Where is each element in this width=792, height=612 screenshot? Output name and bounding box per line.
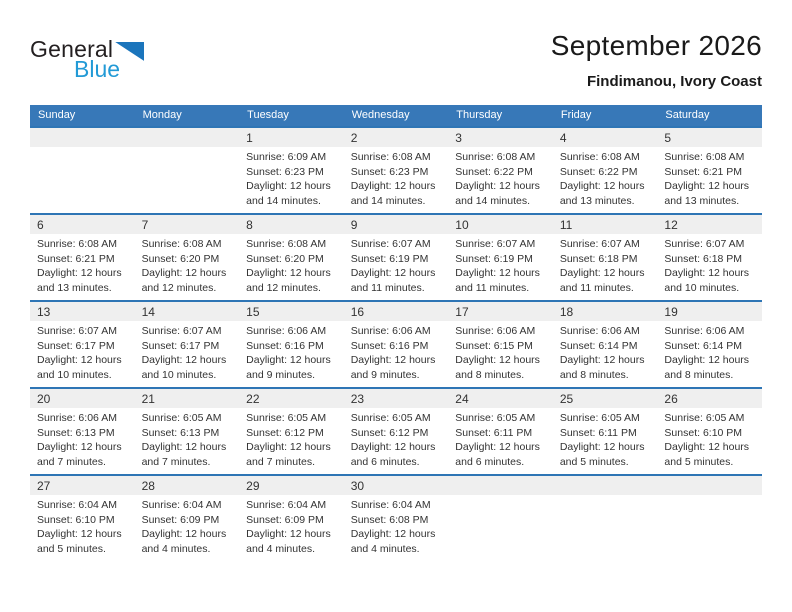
daylight-text-2: and 10 minutes. xyxy=(664,281,740,294)
weekday-header xyxy=(30,105,762,126)
day-number: 7 xyxy=(141,217,149,232)
day-details xyxy=(448,408,553,469)
day-number-band xyxy=(30,389,135,408)
daylight-text-1: Daylight: 12 hours xyxy=(350,267,436,279)
day-number-band xyxy=(344,128,449,147)
sunrise-text: Sunrise: 6:08 AM xyxy=(559,151,640,163)
day-details xyxy=(239,234,344,295)
daylight-text-1: Daylight: 12 hours xyxy=(455,180,540,192)
day-details xyxy=(239,321,344,382)
weekday-friday: Friday xyxy=(560,109,592,121)
day-details xyxy=(30,408,135,469)
day-number: 13 xyxy=(37,304,51,319)
day-number-band xyxy=(553,302,658,321)
daylight-text-2: and 14 minutes. xyxy=(246,194,321,207)
sunset-text: Sunset: 6:20 PM xyxy=(141,252,220,265)
day-number-band xyxy=(239,128,344,147)
day-details xyxy=(344,147,449,208)
sunset-text: Sunset: 6:14 PM xyxy=(664,339,743,352)
daylight-text-2: and 4 minutes. xyxy=(350,542,420,555)
day-cell xyxy=(657,302,762,387)
daylight-text-2: and 11 minutes. xyxy=(559,281,634,294)
logo-text-blue: Blue xyxy=(74,56,121,82)
sunrise-text: Sunrise: 6:05 AM xyxy=(246,412,327,424)
daylight-text-2: and 14 minutes. xyxy=(455,194,530,207)
day-cell xyxy=(239,128,344,213)
day-details xyxy=(553,408,658,469)
sunset-text: Sunset: 6:12 PM xyxy=(350,426,429,439)
week-row xyxy=(30,126,762,213)
day-number: 8 xyxy=(246,217,253,232)
day-number: 3 xyxy=(455,130,462,145)
sunset-text: Sunset: 6:19 PM xyxy=(455,252,533,265)
day-cell xyxy=(553,302,658,387)
day-cell xyxy=(448,128,553,213)
day-number-band xyxy=(30,302,135,321)
daylight-text-2: and 6 minutes. xyxy=(350,455,420,468)
day-number-band xyxy=(239,389,344,408)
day-cell xyxy=(657,215,762,300)
day-number-band xyxy=(448,389,553,408)
day-details xyxy=(344,408,449,469)
day-number: 24 xyxy=(455,391,469,406)
day-details xyxy=(344,495,449,556)
daylight-text-2: and 12 minutes. xyxy=(141,281,217,294)
day-number: 21 xyxy=(141,391,155,406)
daylight-text-1: Daylight: 12 hours xyxy=(246,354,331,366)
general-blue-logo xyxy=(30,36,144,83)
day-details xyxy=(239,495,344,556)
day-number-band xyxy=(135,302,240,321)
day-number: 30 xyxy=(350,478,365,493)
day-number-band xyxy=(448,476,553,495)
sunrise-text: Sunrise: 6:05 AM xyxy=(559,412,640,424)
sunset-text: Sunset: 6:13 PM xyxy=(37,426,115,439)
sunrise-text: Sunrise: 6:07 AM xyxy=(455,238,536,250)
daylight-text-2: and 13 minutes. xyxy=(37,281,112,294)
logo-text-general: General xyxy=(30,36,114,62)
sunrise-text: Sunrise: 6:08 AM xyxy=(141,238,222,250)
daylight-text-2: and 6 minutes. xyxy=(455,455,525,468)
sunset-text: Sunset: 6:20 PM xyxy=(246,252,324,265)
day-details xyxy=(553,147,658,208)
calendar-weeks xyxy=(30,126,762,561)
day-number: 2 xyxy=(350,130,358,145)
daylight-text-1: Daylight: 12 hours xyxy=(559,441,645,453)
day-details xyxy=(239,147,344,208)
daylight-text-2: and 10 minutes. xyxy=(37,368,112,381)
sunrise-text: Sunrise: 6:06 AM xyxy=(246,325,327,337)
sunset-text: Sunset: 6:21 PM xyxy=(37,252,115,265)
day-details xyxy=(30,495,135,556)
day-cell xyxy=(239,302,344,387)
daylight-text-1: Daylight: 12 hours xyxy=(141,267,227,279)
sunrise-text: Sunrise: 6:08 AM xyxy=(37,238,117,250)
sunset-text: Sunset: 6:13 PM xyxy=(141,426,220,439)
daylight-text-1: Daylight: 12 hours xyxy=(37,354,122,366)
daylight-text-1: Daylight: 12 hours xyxy=(37,267,122,279)
day-number-band xyxy=(344,389,449,408)
sunrise-text: Sunrise: 6:06 AM xyxy=(37,412,117,424)
daylight-text-1: Daylight: 12 hours xyxy=(664,267,750,279)
day-number: 15 xyxy=(246,304,260,319)
sunrise-text: Sunrise: 6:05 AM xyxy=(350,412,431,424)
day-number-band xyxy=(135,128,240,147)
day-cell xyxy=(30,302,135,387)
day-details xyxy=(448,147,553,208)
sunset-text: Sunset: 6:09 PM xyxy=(246,513,324,526)
sunset-text: Sunset: 6:10 PM xyxy=(37,513,115,526)
day-details xyxy=(657,147,762,208)
sunrise-text: Sunrise: 6:06 AM xyxy=(350,325,431,337)
day-number-band xyxy=(239,476,344,495)
daylight-text-2: and 8 minutes. xyxy=(664,368,734,381)
daylight-text-2: and 11 minutes. xyxy=(350,281,425,294)
sunrise-text: Sunrise: 6:04 AM xyxy=(246,499,327,511)
daylight-text-2: and 5 minutes. xyxy=(664,455,734,468)
day-cell xyxy=(657,389,762,474)
daylight-text-2: and 10 minutes. xyxy=(141,368,217,381)
daylight-text-2: and 13 minutes. xyxy=(664,194,740,207)
sunrise-text: Sunrise: 6:04 AM xyxy=(350,499,431,511)
day-number: 19 xyxy=(664,304,678,319)
daylight-text-2: and 8 minutes. xyxy=(559,368,629,381)
sunrise-text: Sunrise: 6:07 AM xyxy=(37,325,117,337)
sunset-text: Sunset: 6:23 PM xyxy=(246,165,324,178)
sunset-text: Sunset: 6:22 PM xyxy=(559,165,638,178)
day-details xyxy=(135,321,240,382)
day-cell xyxy=(553,128,658,213)
day-cell xyxy=(553,389,658,474)
daylight-text-1: Daylight: 12 hours xyxy=(246,441,331,453)
sunset-text: Sunset: 6:18 PM xyxy=(664,252,743,265)
day-number-band xyxy=(239,302,344,321)
daylight-text-1: Daylight: 12 hours xyxy=(141,354,227,366)
sunset-text: Sunset: 6:22 PM xyxy=(455,165,533,178)
day-number-band xyxy=(30,128,135,147)
day-details xyxy=(135,495,240,556)
sunrise-text: Sunrise: 6:08 AM xyxy=(350,151,431,163)
day-number-band xyxy=(239,215,344,234)
daylight-text-2: and 5 minutes. xyxy=(559,455,629,468)
daylight-text-1: Daylight: 12 hours xyxy=(141,528,227,540)
daylight-text-1: Daylight: 12 hours xyxy=(559,354,645,366)
day-number-band xyxy=(30,476,135,495)
day-cell xyxy=(553,215,658,300)
day-number-band xyxy=(135,476,240,495)
sunset-text: Sunset: 6:19 PM xyxy=(350,252,429,265)
daylight-text-1: Daylight: 12 hours xyxy=(350,528,436,540)
day-number: 11 xyxy=(559,217,573,232)
day-details xyxy=(239,408,344,469)
daylight-text-2: and 11 minutes. xyxy=(455,281,530,294)
day-number-band xyxy=(553,128,658,147)
day-cell xyxy=(239,215,344,300)
day-cell xyxy=(448,389,553,474)
daylight-text-2: and 4 minutes. xyxy=(141,542,211,555)
day-cell xyxy=(135,476,240,561)
sunrise-text: Sunrise: 6:06 AM xyxy=(455,325,536,337)
day-number-band xyxy=(344,215,449,234)
daylight-text-2: and 9 minutes. xyxy=(246,368,316,381)
day-cell xyxy=(30,476,135,561)
week-row xyxy=(30,474,762,561)
daylight-text-1: Daylight: 12 hours xyxy=(246,180,331,192)
day-details xyxy=(657,234,762,295)
day-number: 5 xyxy=(664,130,672,145)
empty-day-cell xyxy=(30,128,135,213)
day-number: 25 xyxy=(559,391,574,406)
day-number: 29 xyxy=(246,478,260,493)
daylight-text-2: and 7 minutes. xyxy=(141,455,211,468)
sunset-text: Sunset: 6:23 PM xyxy=(350,165,429,178)
day-number: 20 xyxy=(37,391,51,406)
day-details xyxy=(30,234,135,295)
day-number: 4 xyxy=(559,130,567,145)
daylight-text-1: Daylight: 12 hours xyxy=(37,528,122,540)
day-details xyxy=(448,234,553,295)
daylight-text-1: Daylight: 12 hours xyxy=(559,267,645,279)
sunrise-text: Sunrise: 6:06 AM xyxy=(664,325,745,337)
day-number-band xyxy=(657,215,762,234)
day-number: 6 xyxy=(37,217,44,232)
sunrise-text: Sunrise: 6:07 AM xyxy=(559,238,640,250)
day-details xyxy=(657,321,762,382)
day-number: 10 xyxy=(455,217,469,232)
day-details xyxy=(135,408,240,469)
sunrise-text: Sunrise: 6:04 AM xyxy=(141,499,222,511)
daylight-text-1: Daylight: 12 hours xyxy=(455,267,540,279)
sunset-text: Sunset: 6:11 PM xyxy=(559,426,637,439)
week-row xyxy=(30,300,762,387)
day-number-band xyxy=(657,476,762,495)
day-cell xyxy=(448,302,553,387)
sunset-text: Sunset: 6:18 PM xyxy=(559,252,638,265)
calendar xyxy=(30,105,762,561)
day-cell xyxy=(30,389,135,474)
day-number: 16 xyxy=(350,304,365,319)
day-number: 26 xyxy=(664,391,678,406)
day-cell xyxy=(344,302,449,387)
day-details xyxy=(344,234,449,295)
sunrise-text: Sunrise: 6:07 AM xyxy=(664,238,745,250)
day-cell xyxy=(135,302,240,387)
empty-day-cell xyxy=(657,476,762,561)
day-details xyxy=(344,321,449,382)
day-number-band xyxy=(30,215,135,234)
day-cell xyxy=(344,476,449,561)
sunrise-text: Sunrise: 6:05 AM xyxy=(455,412,536,424)
sunset-text: Sunset: 6:17 PM xyxy=(141,339,220,352)
day-number-band xyxy=(657,128,762,147)
daylight-text-2: and 7 minutes. xyxy=(37,455,106,468)
sunrise-text: Sunrise: 6:08 AM xyxy=(246,238,327,250)
daylight-text-2: and 13 minutes. xyxy=(559,194,635,207)
day-cell xyxy=(657,128,762,213)
day-number: 14 xyxy=(141,304,155,319)
sunrise-text: Sunrise: 6:05 AM xyxy=(141,412,222,424)
daylight-text-2: and 7 minutes. xyxy=(246,455,316,468)
daylight-text-1: Daylight: 12 hours xyxy=(664,354,750,366)
day-number: 28 xyxy=(141,478,155,493)
daylight-text-1: Daylight: 12 hours xyxy=(664,180,750,192)
daylight-text-2: and 4 minutes. xyxy=(246,542,316,555)
day-details xyxy=(553,234,658,295)
sunrise-text: Sunrise: 6:08 AM xyxy=(455,151,536,163)
sunset-text: Sunset: 6:09 PM xyxy=(141,513,220,526)
title-block xyxy=(551,30,762,90)
day-cell xyxy=(239,476,344,561)
day-cell xyxy=(135,215,240,300)
day-cell xyxy=(344,215,449,300)
sunset-text: Sunset: 6:08 PM xyxy=(350,513,429,526)
day-cell xyxy=(448,215,553,300)
daylight-text-1: Daylight: 12 hours xyxy=(141,441,227,453)
sunset-text: Sunset: 6:16 PM xyxy=(350,339,429,352)
sunrise-text: Sunrise: 6:06 AM xyxy=(559,325,640,337)
day-number: 18 xyxy=(559,304,574,319)
daylight-text-1: Daylight: 12 hours xyxy=(246,267,331,279)
day-number: 23 xyxy=(350,391,365,406)
sunrise-text: Sunrise: 6:04 AM xyxy=(37,499,117,511)
day-number-band xyxy=(135,215,240,234)
daylight-text-1: Daylight: 12 hours xyxy=(559,180,645,192)
day-number-band xyxy=(657,302,762,321)
sunrise-text: Sunrise: 6:07 AM xyxy=(141,325,222,337)
week-row xyxy=(30,213,762,300)
day-number-band xyxy=(553,389,658,408)
sunrise-text: Sunrise: 6:07 AM xyxy=(350,238,431,250)
day-cell xyxy=(344,389,449,474)
day-number-band xyxy=(135,389,240,408)
daylight-text-1: Daylight: 12 hours xyxy=(37,441,122,453)
day-cell xyxy=(344,128,449,213)
sunset-text: Sunset: 6:12 PM xyxy=(246,426,324,439)
daylight-text-2: and 8 minutes. xyxy=(455,368,525,381)
weekday-saturday: Saturday xyxy=(665,109,710,121)
sunset-text: Sunset: 6:21 PM xyxy=(664,165,743,178)
day-details xyxy=(657,408,762,469)
day-details xyxy=(30,321,135,382)
day-number: 17 xyxy=(455,304,469,319)
day-details xyxy=(553,321,658,382)
week-row xyxy=(30,387,762,474)
daylight-text-1: Daylight: 12 hours xyxy=(455,441,540,453)
sunrise-text: Sunrise: 6:08 AM xyxy=(664,151,745,163)
daylight-text-1: Daylight: 12 hours xyxy=(246,528,331,540)
sunrise-text: Sunrise: 6:05 AM xyxy=(664,412,745,424)
location-subtitle: Findimanou, Ivory Coast xyxy=(586,73,762,90)
day-details xyxy=(135,234,240,295)
daylight-text-2: and 5 minutes. xyxy=(37,542,106,555)
daylight-text-2: and 12 minutes. xyxy=(246,281,321,294)
daylight-text-2: and 14 minutes. xyxy=(350,194,426,207)
daylight-text-1: Daylight: 12 hours xyxy=(455,354,540,366)
day-number-band xyxy=(344,302,449,321)
daylight-text-1: Daylight: 12 hours xyxy=(664,441,750,453)
empty-day-cell xyxy=(448,476,553,561)
day-number-band xyxy=(344,476,449,495)
sunset-text: Sunset: 6:14 PM xyxy=(559,339,638,352)
sunrise-text: Sunrise: 6:09 AM xyxy=(246,151,327,163)
daylight-text-1: Daylight: 12 hours xyxy=(350,180,436,192)
day-cell xyxy=(30,215,135,300)
weekday-tuesday: Tuesday xyxy=(247,109,289,121)
weekday-sunday: Sunday xyxy=(38,109,76,121)
sunset-text: Sunset: 6:10 PM xyxy=(664,426,743,439)
daylight-text-2: and 9 minutes. xyxy=(350,368,420,381)
day-number: 9 xyxy=(350,217,358,232)
day-number: 22 xyxy=(246,391,260,406)
day-number-band xyxy=(657,389,762,408)
page-title: September 2026 xyxy=(550,30,762,61)
day-number-band xyxy=(553,476,658,495)
day-number-band xyxy=(448,128,553,147)
weekday-wednesday: Wednesday xyxy=(351,109,410,121)
day-number: 1 xyxy=(246,130,253,145)
sunset-text: Sunset: 6:11 PM xyxy=(455,426,533,439)
empty-day-cell xyxy=(553,476,658,561)
weekday-monday: Monday xyxy=(142,109,182,121)
day-details xyxy=(448,321,553,382)
sunset-text: Sunset: 6:16 PM xyxy=(246,339,324,352)
day-number: 27 xyxy=(37,478,51,493)
weekday-thursday: Thursday xyxy=(456,109,503,121)
daylight-text-1: Daylight: 12 hours xyxy=(350,354,436,366)
day-number-band xyxy=(448,302,553,321)
sunset-text: Sunset: 6:15 PM xyxy=(455,339,533,352)
day-number: 12 xyxy=(664,217,678,232)
day-cell xyxy=(135,389,240,474)
day-cell xyxy=(239,389,344,474)
daylight-text-1: Daylight: 12 hours xyxy=(350,441,436,453)
empty-day-cell xyxy=(135,128,240,213)
day-number-band xyxy=(448,215,553,234)
sunset-text: Sunset: 6:17 PM xyxy=(37,339,115,352)
day-number-band xyxy=(553,215,658,234)
